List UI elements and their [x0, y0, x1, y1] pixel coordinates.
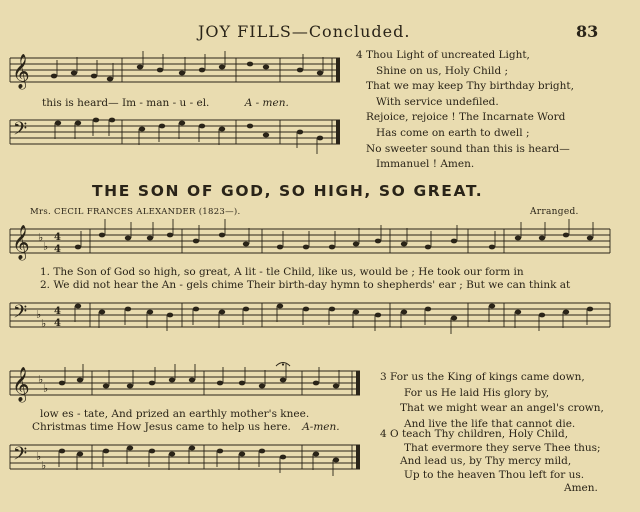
page-number: 83 — [576, 22, 599, 41]
time-sig-top: 4 — [54, 232, 61, 243]
svg-text:𝄞: 𝄞 — [12, 225, 30, 260]
svg-text:♭: ♭ — [38, 231, 44, 244]
svg-text:♭: ♭ — [38, 373, 44, 386]
system2-treble-staff — [10, 224, 612, 260]
verse-line: That we may keep Thy birthday bright, — [366, 80, 574, 93]
svg-text:𝄞: 𝄞 — [12, 367, 30, 402]
running-header — [0, 22, 640, 44]
hymn-title: THE SON OF GOD, SO HIGH, SO GREAT. — [92, 182, 484, 200]
author-credit: Mrs. CECIL FRANCES ALEXANDER (1823—). — [30, 207, 241, 217]
verse-4-bottom — [380, 428, 601, 496]
verse-line: No sweeter sound than this is heard— — [366, 142, 570, 155]
running-title: JOY FILLS—Concluded. — [198, 22, 411, 41]
svg-text:𝄢: 𝄢 — [13, 119, 28, 144]
verse-4-top — [356, 48, 574, 173]
svg-text:𝄢: 𝄢 — [13, 444, 28, 469]
top-lyric-text: this is heard— Im - man - u - el. — [42, 97, 210, 109]
system3-bass-staff — [10, 440, 362, 476]
svg-text:𝄞: 𝄞 — [12, 54, 30, 89]
system2-verse2: 2. We did not hear the An - gels chime Their birth-day hymn to shepherds' ear ; But we can think at — [40, 279, 571, 291]
time-sig-bottom: 4 — [54, 244, 61, 255]
verse-line: Shine on us, Holy Child ; — [376, 64, 509, 77]
svg-text:♭: ♭ — [41, 459, 47, 472]
verse-line: And live the life that cannot die. — [404, 417, 576, 430]
verse-line: 4 Thou Light of uncreated Light, — [356, 49, 530, 61]
verse-line: Immanuel ! Amen. — [376, 158, 475, 171]
verse-line: Has come on earth to dwell ; — [376, 126, 530, 139]
svg-text:♭: ♭ — [36, 450, 42, 463]
verse-line: 4 O teach Thy children, Holy Child, — [380, 428, 569, 440]
verse-3 — [380, 370, 604, 432]
svg-text:♭: ♭ — [43, 240, 49, 253]
system3-treble-staff — [10, 366, 362, 402]
verse-line: For us He laid His glory by, — [404, 386, 550, 399]
verse-line: Rejoice, rejoice ! The Incarnate Word — [366, 111, 566, 124]
svg-text:𝄢: 𝄢 — [13, 302, 28, 327]
verse-line: And lead us, by Thy mercy mild, — [400, 455, 572, 468]
svg-text:♭: ♭ — [41, 317, 47, 330]
system3-line2-text: Christmas time How Jesus came to help us here. — [32, 421, 291, 433]
verse-line: 3 For us the King of kings came down, — [380, 371, 585, 383]
arranger-credit: Arranged. — [530, 207, 579, 217]
verse-line: Up to the heaven Thou left for us. — [404, 468, 585, 481]
system3-amen: A-men. — [302, 421, 340, 433]
bass-time-sig-bottom: 4 — [54, 318, 61, 329]
verse-line: That evermore they serve Thee thus; — [404, 441, 601, 454]
top-system-lyric — [42, 97, 289, 109]
system2-verse1: 1. The Son of God so high, so great, A lit - tle Child, like us, would be ; He took our form in — [40, 266, 524, 278]
verse-line: With service undefiled. — [376, 95, 499, 108]
top-amen: A - men. — [244, 97, 289, 109]
system3-line1: low es - tate, And prized an earthly mother's knee. — [40, 408, 310, 420]
top-treble-staff — [10, 56, 350, 90]
top-bass-staff — [10, 114, 350, 154]
svg-text:♭: ♭ — [36, 308, 42, 321]
system3-line2 — [32, 421, 340, 433]
system2-bass-staff — [10, 298, 612, 334]
verse-line: That we might wear an angel's crown, — [400, 402, 604, 415]
bass-time-sig-top: 4 — [54, 306, 61, 317]
verse-line: Amen. — [564, 482, 598, 495]
svg-text:♭: ♭ — [43, 382, 49, 395]
